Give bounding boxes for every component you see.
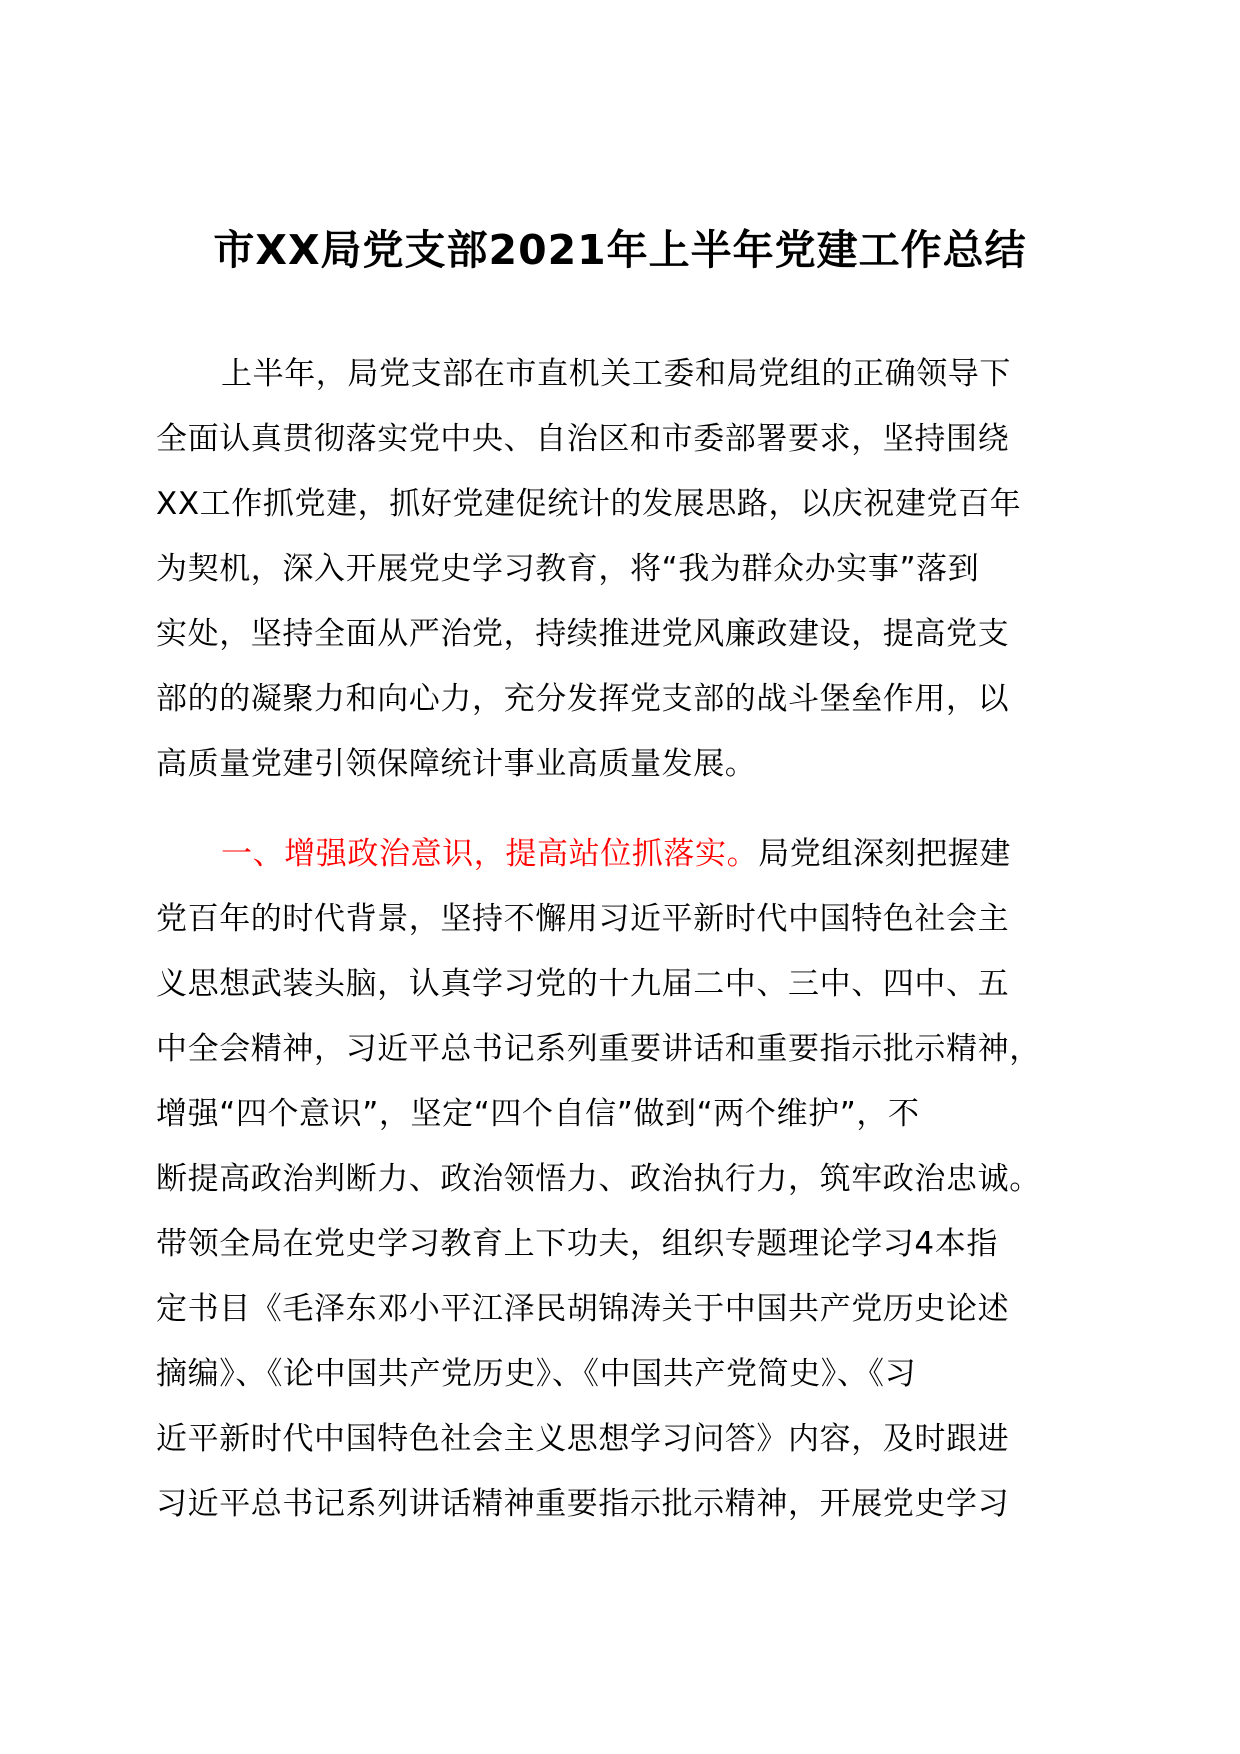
paragraph-line: 摘编》、《论中国共产党历史》、《中国共产党简史》、《习	[156, 1356, 917, 1392]
section-heading: 一、增强政治意识，提高站位抓落实。	[221, 836, 759, 872]
paragraph-line: 义思想武装头脑，认真学习党的十九届二中、三中、四中、五	[156, 966, 1010, 1002]
paragraph-line: XX工作抓党建，抓好党建促统计的发展思路，以庆祝建党百年	[156, 486, 1022, 522]
paragraph-line: 高质量党建引领保障统计事业高质量发展。	[156, 746, 757, 782]
document-title: 市XX局党支部2021年上半年党建工作总结	[213, 226, 1027, 274]
paragraph-line: 全面认真贯彻落实党中央、自治区和市委部署要求，坚持围绕	[156, 421, 1010, 457]
paragraph-line: 部的的凝聚力和向心力，充分发挥党支部的战斗堡垒作用，以	[156, 681, 1010, 717]
paragraph-line: 带领全局在党史学习教育上下功夫，组织专题理论学习4本指	[156, 1226, 998, 1262]
paragraph-intro	[156, 342, 1096, 797]
paragraph-line: 定书目《毛泽东邓小平江泽民胡锦涛关于中国共产党历史论述	[156, 1291, 1010, 1327]
paragraph-line	[156, 822, 1096, 887]
paragraph-line: 为契机，深入开展党史学习教育，将“我为群众办实事”落到	[156, 551, 980, 587]
paragraph-line: 上半年，局党支部在市直机关工委和局党组的正确领导下	[221, 356, 1011, 392]
paragraph-section-one	[156, 822, 1096, 1537]
section-first-line-text: 局党组深刻把握建	[758, 836, 1012, 872]
paragraph-line: 近平新时代中国特色社会主义思想学习问答》内容，及时跟进	[156, 1421, 1010, 1457]
paragraph-line: 党百年的时代背景，坚持不懈用习近平新时代中国特色社会主	[156, 901, 1010, 937]
paragraph-line: 增强“四个意识”，坚定“四个自信”做到“两个维护”，不	[156, 1096, 920, 1132]
paragraph-line: 断提高政治判断力、政治领悟力、政治执行力，筑牢政治忠诚。	[156, 1161, 1041, 1197]
paragraph-line: 中全会精神，习近平总书记系列重要讲话和重要指示批示精神，	[156, 1031, 1041, 1067]
paragraph-line: 实处，坚持全面从严治党，持续推进党风廉政建设，提高党支	[156, 616, 1010, 652]
paragraph-line: 习近平总书记系列讲话精神重要指示批示精神，开展党史学习	[156, 1486, 1010, 1522]
